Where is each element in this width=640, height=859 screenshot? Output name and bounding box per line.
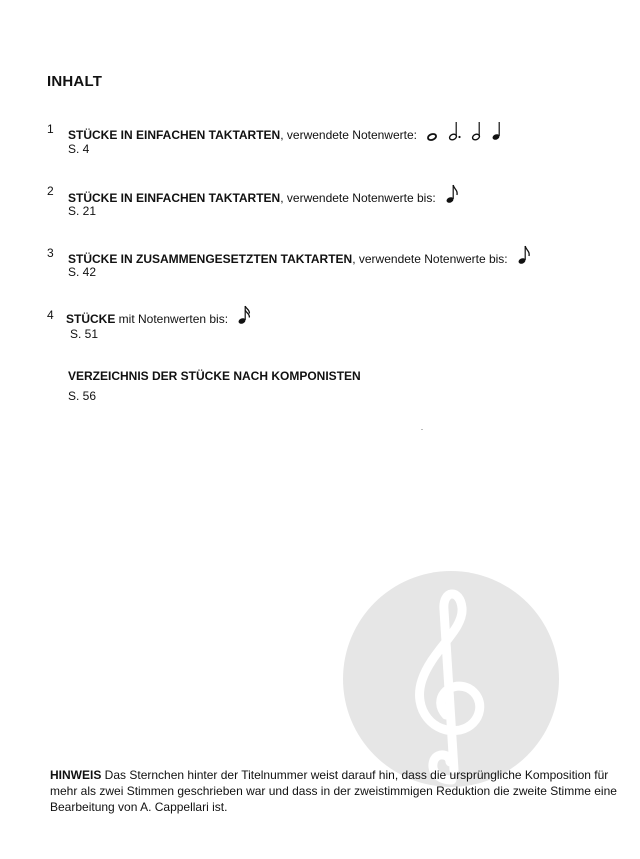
treble-clef-watermark-icon bbox=[342, 570, 560, 793]
eighth-note-icon bbox=[445, 183, 459, 205]
page-title: INHALT bbox=[47, 73, 103, 90]
entry-title: VERZEICHNIS DER STÜCKE NACH KOMPONISTEN bbox=[68, 369, 361, 383]
entry-number: 4 bbox=[47, 308, 54, 322]
entry-title: STÜCKE IN EINFACHEN TAKTARTEN bbox=[68, 128, 281, 142]
entry-line bbox=[68, 244, 531, 266]
entry-page: S. 51 bbox=[70, 327, 99, 341]
hinweis-label: HINWEIS bbox=[50, 768, 102, 782]
entry-title: STÜCKE IN EINFACHEN TAKTARTEN bbox=[68, 191, 281, 205]
entry-line bbox=[68, 120, 502, 142]
entry-line bbox=[66, 304, 251, 326]
quarter-note-icon bbox=[491, 120, 502, 142]
whole-note-icon bbox=[426, 124, 438, 142]
entry-title: STÜCKE bbox=[66, 312, 116, 326]
entry-title: STÜCKE IN ZUSAMMENGESETZTEN TAKTARTEN bbox=[68, 252, 353, 266]
hinweis-text: Das Sternchen hinter der Titelnummer weist darauf hin, dass die ursprüngliche Komposition für mehr als zwei Stimmen geschrieben war und dass in der zweistimmigen Reduktion die zweite Stimme eine Bearbeitung von A. Cappellari ist. bbox=[50, 768, 617, 814]
entry-page: S. 4 bbox=[68, 142, 90, 156]
entry-line bbox=[68, 183, 459, 205]
dotted-half-note-icon bbox=[448, 120, 462, 142]
scan-speck bbox=[421, 429, 423, 430]
entry-page: S. 56 bbox=[68, 389, 97, 403]
entry-suffix: mit Notenwerten bis: bbox=[115, 312, 229, 326]
entry-number: 2 bbox=[47, 184, 54, 198]
entry-suffix: , verwendete Notenwerte bis: bbox=[352, 252, 508, 266]
entry-page: S. 42 bbox=[68, 265, 97, 279]
entry-number: 1 bbox=[47, 122, 54, 136]
eighth-note-icon bbox=[517, 244, 531, 266]
entry-page: S. 21 bbox=[68, 204, 97, 218]
half-note-icon bbox=[471, 120, 482, 142]
sixteenth-note-icon bbox=[237, 304, 251, 326]
entry-suffix: , verwendete Notenwerte bis: bbox=[280, 191, 436, 205]
hinweis-note bbox=[50, 767, 620, 815]
entry-line bbox=[68, 369, 361, 383]
entry-number: 3 bbox=[47, 246, 54, 260]
entry-suffix: , verwendete Notenwerte: bbox=[280, 128, 417, 142]
